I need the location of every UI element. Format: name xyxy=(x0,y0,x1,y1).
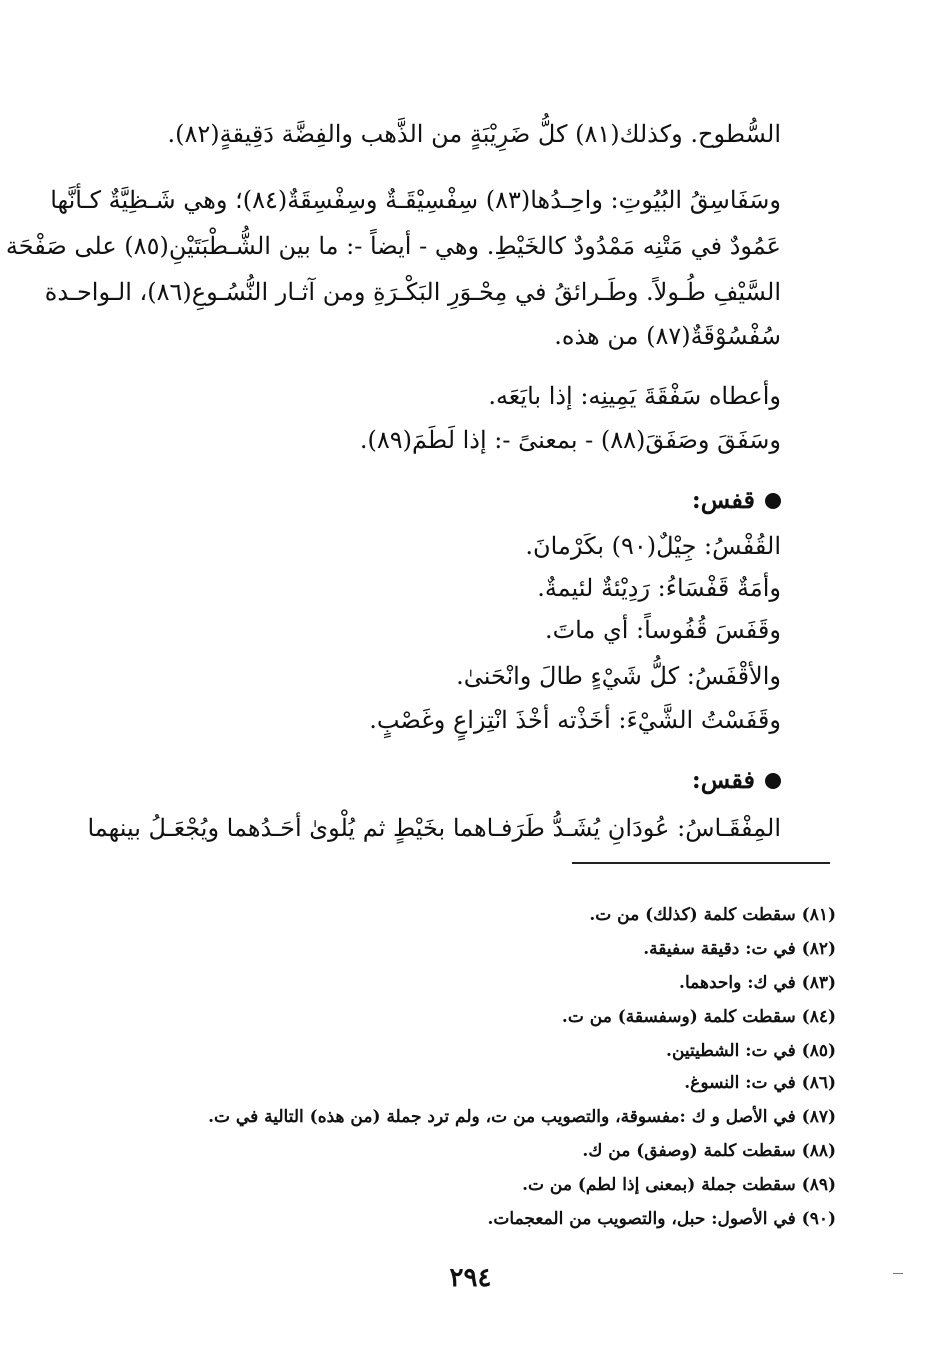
footnote: (٨٤) سقطت كلمة (وسفسقة) من ت. xyxy=(561,1007,836,1027)
footnote: (٩٠) في الأصول: حبل، والتصويب من المعجمات. xyxy=(487,1209,836,1229)
body-line: السَّيْفِ طُـولاً. وطَـرائقُ في مِحْـوَرِ البَكْـرَةِ ومن آثـار النُّسُـوعِ(٨٦)، الـواحـدة xyxy=(44,278,781,306)
footnote: (٨١) سقطت كلمة (كذلك) من ت. xyxy=(589,905,836,925)
footnote: (٨٧) في الأصل و ك :مفسوقة، والتصويب من ت، ولم ترد جملة (من هذه) التالية في ت. xyxy=(208,1107,836,1127)
body-line: السُّطوح. وكذلك(٨١) كلُّ ضَرِيْبَةٍ من الذَّهب والفِضَّة دَقِيقةٍ(٨٢). xyxy=(167,120,781,148)
entry-line: وقَفَسَ قُفُوساً: أي ماتَ. xyxy=(544,616,781,644)
footnote-divider xyxy=(572,862,830,864)
entry-heading-text: قفس: xyxy=(691,485,755,514)
entry-line: والأقْفَسُ: كلُّ شَيْءٍ طالَ وانْحَنىٰ. xyxy=(456,662,781,690)
body-line: وسَفَاسِقُ البُيُوتِ: واحِـدُها(٨٣) سِفْسِيْقَـةٌ وسِفْسِقَةٌ(٨٤)؛ وهي شَـظِيَّةٌ كـأنَّها xyxy=(50,186,781,214)
footnote: (٨٣) في ك: واحدهما. xyxy=(679,973,836,993)
bullet-icon xyxy=(765,493,781,509)
body-line: وأعطاه سَفْقَةَ يَمِينِه: إذا بايَعَه. xyxy=(488,382,781,410)
footnote: (٨٢) في ت: دقيقة سفيقة. xyxy=(643,939,836,959)
footnote: (٨٦) في ت: النسوغ. xyxy=(684,1073,836,1093)
footnote: (٨٨) سقطت كلمة (وصفق) من ك. xyxy=(582,1141,836,1161)
bullet-icon xyxy=(765,773,781,789)
entry-heading-text: فقس: xyxy=(691,765,755,794)
page-number: ٢٩٤ xyxy=(449,1263,492,1293)
body-line: وسَفَقَ وصَفَقَ(٨٨) - بمعنىً -: إذا لَطَمَ(٨٩). xyxy=(359,426,781,454)
footnote: (٨٩) سقطت جملة (بمعنى إذا لطم) من ت. xyxy=(522,1175,836,1195)
body-line: سُفْسُوْقَةٌ(٨٧) من هذه. xyxy=(554,322,781,350)
entry-line: وأمَةٌ قَفْسَاءُ: رَدِيْئةٌ لئيمةٌ. xyxy=(537,574,781,602)
entry-line: القُفْسُ: جِيْلٌ(٩٠) بكَرْمانَ. xyxy=(525,532,781,560)
entry-line: المِفْقَـاسُ: عُودَانِ يُشَـدُّ طَرَفـاهما بخَيْطٍ ثم يُلْوىٰ أحَـدُهما ويُجْعَـلُ بينهما xyxy=(87,814,781,842)
entry-heading xyxy=(692,764,781,796)
body-line: عَمُودٌ في مَتْنِه مَمْدُودٌ كالخَيْطِ. وهي - أيضاً -: ما بين الشُّـطْبَتَيْنِ(٨٥) على صَفْحَة xyxy=(5,232,781,260)
entry-line: وقَفَسْتُ الشَّيْءَ: أخَذْته أخْذَ انْتِزاعٍ وغَصْبٍ. xyxy=(369,706,781,734)
entry-heading xyxy=(692,484,781,516)
margin-mark xyxy=(893,1273,903,1274)
footnote: (٨٥) في ت: الشطيتين. xyxy=(666,1041,836,1061)
